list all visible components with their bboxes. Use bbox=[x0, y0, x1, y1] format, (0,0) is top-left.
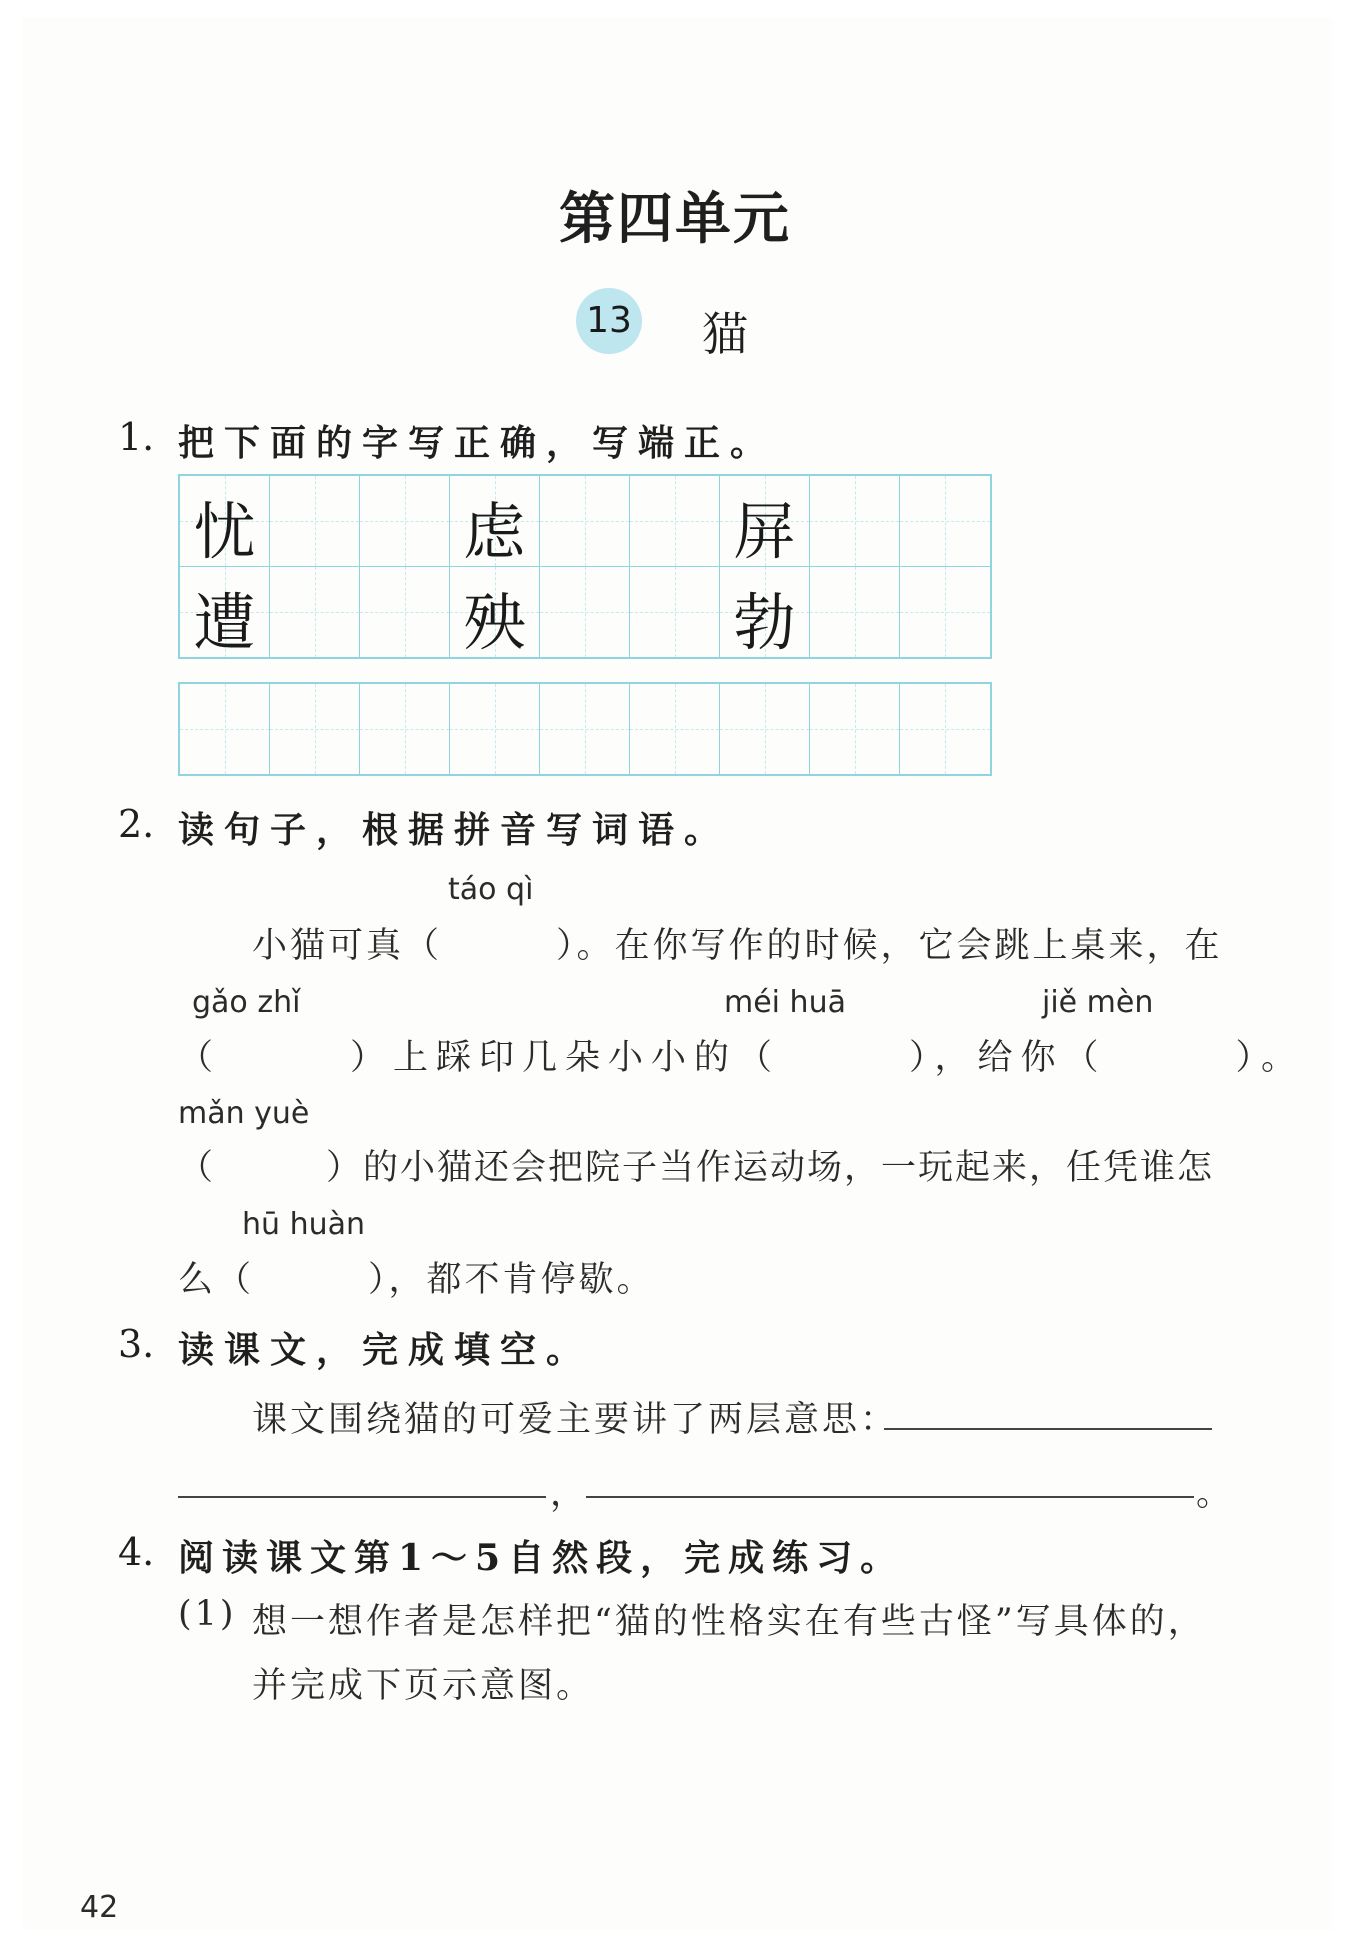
pinyin-manyue: mǎn yuè bbox=[178, 1096, 310, 1131]
answer-line-1[interactable] bbox=[884, 1428, 1212, 1430]
pinyin-gaozhi: gǎo zhǐ bbox=[192, 985, 301, 1020]
answer-line-3[interactable] bbox=[586, 1496, 1194, 1498]
grid-cell[interactable] bbox=[720, 684, 810, 774]
writing-grid-2 bbox=[178, 682, 992, 776]
grid-cell[interactable]: 虑 bbox=[450, 476, 540, 566]
question-3-number: 3. bbox=[118, 1322, 155, 1366]
sentence-line-3: （ ）的小猫还会把院子当作运动场，一玩起来，任凭谁怎 bbox=[178, 1148, 1215, 1188]
question-4-text: 阅读课文第1～5自然段，完成练习。 bbox=[178, 1537, 905, 1579]
grid-cell[interactable]: 殃 bbox=[450, 567, 540, 657]
pinyin-meihua: méi huā bbox=[724, 985, 846, 1020]
grid-cell[interactable] bbox=[900, 476, 990, 566]
sentence-line-4: 么（ ），都不肯停歇。 bbox=[178, 1260, 655, 1300]
fill-blank-intro: 课文围绕猫的可爱主要讲了两层意思： bbox=[252, 1400, 899, 1440]
grid-cell[interactable] bbox=[810, 476, 900, 566]
sub-question-line-2: 并完成下页示意图。 bbox=[252, 1666, 595, 1706]
pinyin-taoqi: táo qì bbox=[448, 872, 534, 907]
writing-grid-1 bbox=[178, 474, 992, 659]
sentence-line-1: 小猫可真（ ）。在你写作的时候，它会跳上桌来，在 bbox=[252, 926, 1223, 966]
page-number: 42 bbox=[80, 1890, 119, 1925]
grid-row-1 bbox=[180, 476, 990, 567]
grid-cell[interactable] bbox=[630, 476, 720, 566]
grid-cell[interactable] bbox=[270, 476, 360, 566]
grid-row-3 bbox=[180, 684, 990, 774]
grid-cell[interactable] bbox=[540, 567, 630, 657]
grid-cell[interactable] bbox=[270, 567, 360, 657]
grid-cell[interactable] bbox=[900, 567, 990, 657]
grid-cell[interactable]: 屏 bbox=[720, 476, 810, 566]
grid-row-2 bbox=[180, 567, 990, 657]
question-2-text: 读句子，根据拼音写词语。 bbox=[178, 809, 731, 851]
question-1-text: 把下面的字写正确，写端正。 bbox=[178, 422, 777, 464]
pinyin-jiemen: jiě mèn bbox=[1042, 985, 1154, 1020]
grid-cell[interactable] bbox=[540, 476, 630, 566]
question-4-number: 4. bbox=[118, 1530, 155, 1574]
lesson-title: 猫 bbox=[702, 307, 748, 361]
grid-cell[interactable] bbox=[180, 684, 270, 774]
period-mark: 。 bbox=[1196, 1474, 1235, 1514]
grid-cell[interactable] bbox=[540, 684, 630, 774]
grid-cell[interactable] bbox=[360, 684, 450, 774]
grid-cell[interactable] bbox=[360, 567, 450, 657]
pinyin-huhuan: hū huàn bbox=[242, 1207, 365, 1242]
grid-cell[interactable]: 勃 bbox=[720, 567, 810, 657]
grid-cell[interactable] bbox=[810, 684, 900, 774]
sub-question-line-1: 想一想作者是怎样把“猫的性格实在有些古怪”写具体的， bbox=[252, 1602, 1206, 1642]
answer-line-2[interactable] bbox=[178, 1496, 546, 1498]
lesson-number-badge: 13 bbox=[576, 288, 642, 354]
comma-mark: ， bbox=[550, 1474, 589, 1514]
sub-question-label: (1) bbox=[178, 1594, 237, 1634]
question-3-text: 读课文，完成填空。 bbox=[178, 1329, 593, 1371]
grid-cell[interactable]: 忧 bbox=[180, 476, 270, 566]
grid-cell[interactable] bbox=[450, 684, 540, 774]
unit-title: 第四单元 bbox=[559, 186, 791, 252]
question-2-number: 2. bbox=[118, 802, 155, 846]
grid-cell[interactable] bbox=[810, 567, 900, 657]
grid-cell[interactable]: 遭 bbox=[180, 567, 270, 657]
grid-cell[interactable] bbox=[630, 684, 720, 774]
question-1-number: 1. bbox=[118, 415, 155, 459]
grid-cell[interactable] bbox=[900, 684, 990, 774]
grid-cell[interactable] bbox=[270, 684, 360, 774]
sentence-line-2: （ ）上踩印几朵小小的（ ），给你（ ）。 bbox=[178, 1038, 1305, 1078]
grid-cell[interactable] bbox=[630, 567, 720, 657]
grid-cell[interactable] bbox=[360, 476, 450, 566]
